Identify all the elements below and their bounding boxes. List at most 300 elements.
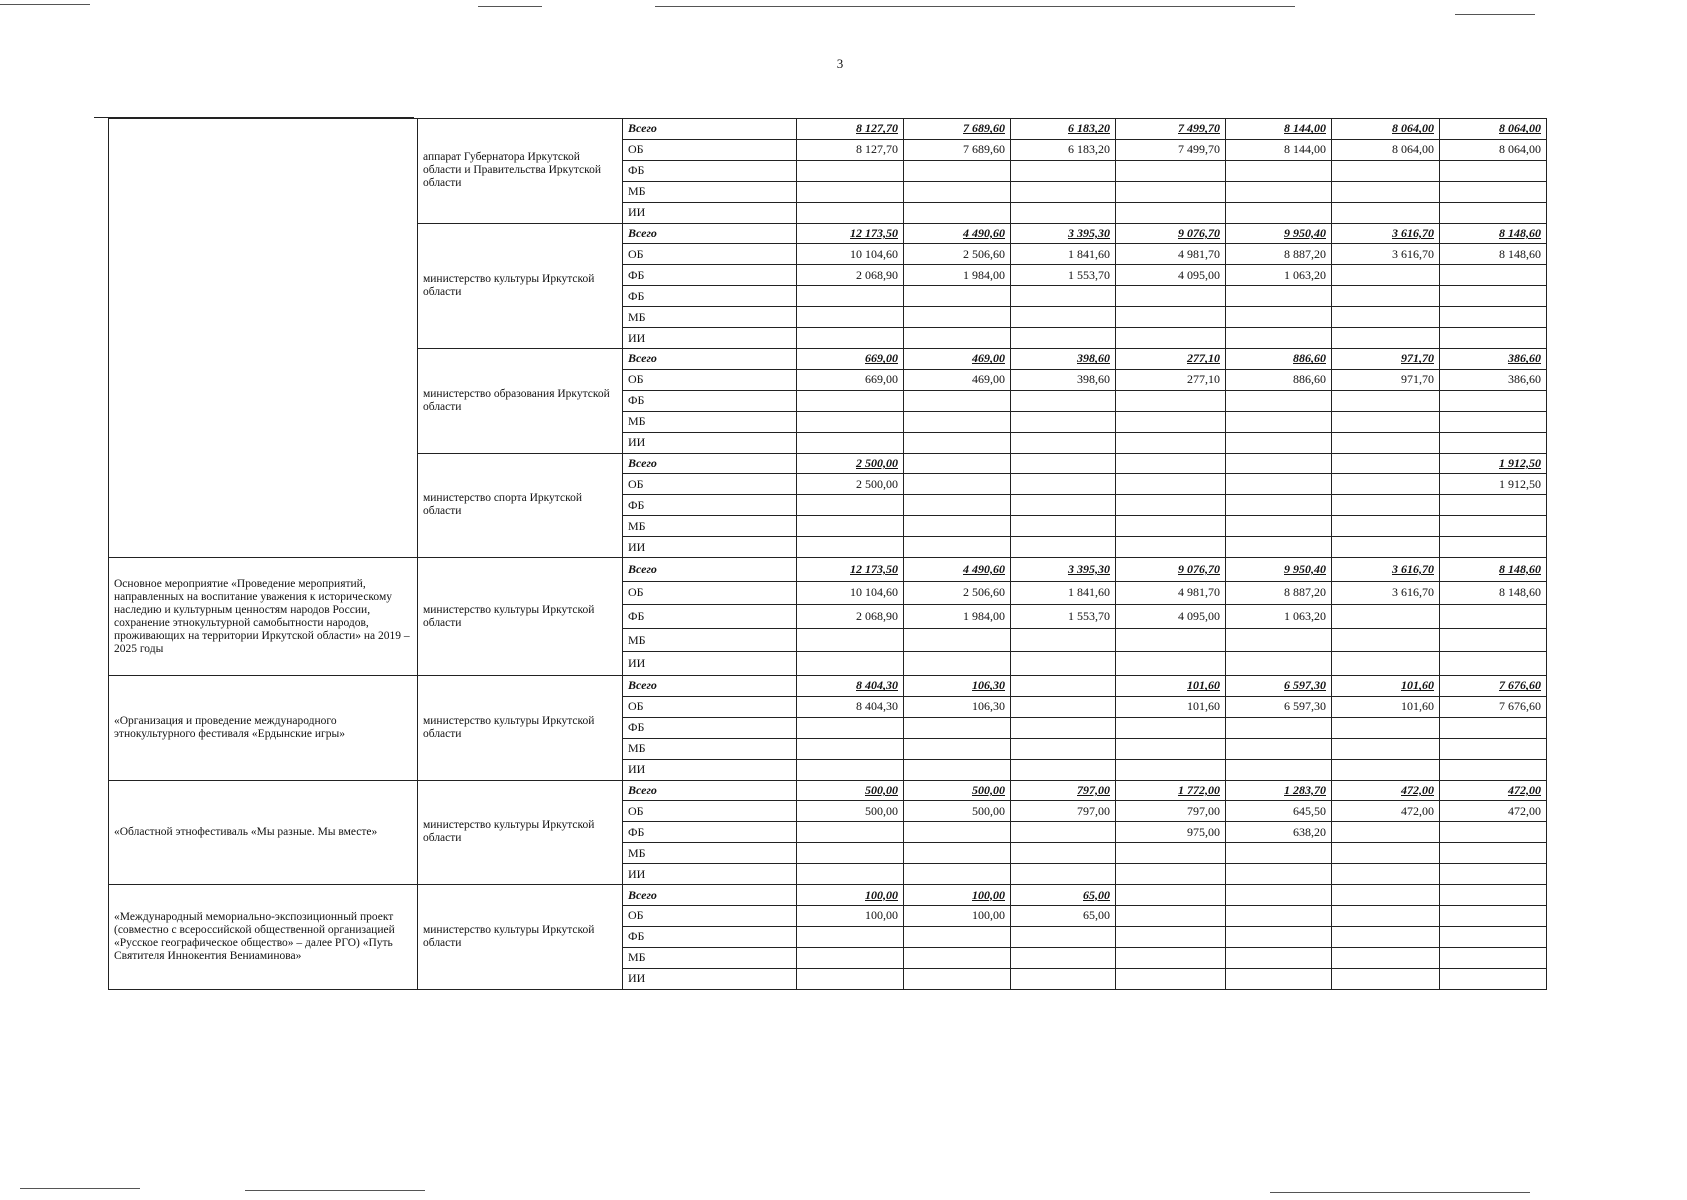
amount-cell: 277,10 xyxy=(1116,369,1226,390)
scan-edge-line xyxy=(1455,14,1535,15)
amount-cell: 469,00 xyxy=(904,348,1011,369)
funding-source: Всего xyxy=(623,558,797,582)
amount-cell xyxy=(797,822,904,843)
amount-cell xyxy=(1226,968,1332,989)
amount-cell xyxy=(904,432,1011,453)
amount-cell: 4 981,70 xyxy=(1116,581,1226,605)
funding-source: ИИ xyxy=(623,432,797,453)
amount-cell: 9 076,70 xyxy=(1116,558,1226,582)
funding-source: ФБ xyxy=(623,605,797,629)
amount-cell xyxy=(904,537,1011,558)
funding-source: ФБ xyxy=(623,265,797,286)
amount-cell xyxy=(1011,676,1116,697)
amount-cell: 8 064,00 xyxy=(1440,139,1547,160)
amount-cell xyxy=(1332,843,1440,864)
amount-cell: 7 689,60 xyxy=(904,119,1011,140)
amount-cell: 277,10 xyxy=(1116,348,1226,369)
amount-cell xyxy=(1332,432,1440,453)
amount-cell xyxy=(904,822,1011,843)
amount-cell: 1 984,00 xyxy=(904,265,1011,286)
amount-cell xyxy=(1440,652,1547,676)
amount-cell: 4 490,60 xyxy=(904,558,1011,582)
amount-cell: 971,70 xyxy=(1332,369,1440,390)
amount-cell: 2 068,90 xyxy=(797,265,904,286)
amount-cell: 1 912,50 xyxy=(1440,453,1547,474)
executor-name: министерство культуры Иркутской области xyxy=(418,780,623,885)
amount-cell xyxy=(1440,432,1547,453)
amount-cell xyxy=(1116,286,1226,307)
total-row xyxy=(109,676,1547,697)
amount-cell xyxy=(1226,864,1332,885)
executor-name: министерство культуры Иркутской области xyxy=(418,885,623,990)
amount-cell: 4 095,00 xyxy=(1116,265,1226,286)
amount-cell xyxy=(1332,265,1440,286)
amount-cell xyxy=(904,160,1011,181)
amount-cell xyxy=(1440,905,1547,926)
amount-cell xyxy=(1332,717,1440,738)
amount-cell: 2 506,60 xyxy=(904,581,1011,605)
amount-cell: 4 490,60 xyxy=(904,223,1011,244)
amount-cell xyxy=(1011,453,1116,474)
funding-source: МБ xyxy=(623,843,797,864)
amount-cell xyxy=(904,738,1011,759)
amount-cell: 100,00 xyxy=(797,905,904,926)
amount-cell xyxy=(1011,181,1116,202)
amount-cell xyxy=(1116,181,1226,202)
amount-cell: 8 144,00 xyxy=(1226,139,1332,160)
amount-cell xyxy=(1440,628,1547,652)
amount-cell xyxy=(1226,286,1332,307)
amount-cell xyxy=(1226,411,1332,432)
amount-cell xyxy=(1116,717,1226,738)
amount-cell: 3 616,70 xyxy=(1332,558,1440,582)
amount-cell: 9 950,40 xyxy=(1226,223,1332,244)
amount-cell: 669,00 xyxy=(797,348,904,369)
funding-source: ФБ xyxy=(623,717,797,738)
amount-cell: 8 148,60 xyxy=(1440,558,1547,582)
funding-source: МБ xyxy=(623,738,797,759)
total-row xyxy=(109,558,1547,582)
amount-cell xyxy=(1116,495,1226,516)
amount-cell: 8 887,20 xyxy=(1226,581,1332,605)
amount-cell: 12 173,50 xyxy=(797,223,904,244)
amount-cell xyxy=(1116,202,1226,223)
scan-edge-line xyxy=(20,1188,140,1189)
amount-cell xyxy=(904,864,1011,885)
funding-source: Всего xyxy=(623,885,797,906)
amount-cell xyxy=(1226,843,1332,864)
amount-cell xyxy=(904,286,1011,307)
amount-cell xyxy=(1332,390,1440,411)
funding-source: МБ xyxy=(623,628,797,652)
amount-cell: 1 553,70 xyxy=(1011,265,1116,286)
amount-cell: 1 772,00 xyxy=(1116,780,1226,801)
amount-cell: 65,00 xyxy=(1011,905,1116,926)
amount-cell xyxy=(1332,968,1440,989)
amount-cell: 10 104,60 xyxy=(797,581,904,605)
measure-name: Основное мероприятие «Проведение мероприятий, направленных на воспитание уважения к историческому наследию и культурным ценностям народов России, сохранение этнокультурной самобытности народов, проживающих на территории Иркутской области» на 2019 – 2025 годы xyxy=(109,558,418,676)
amount-cell: 3 395,30 xyxy=(1011,558,1116,582)
amount-cell xyxy=(1440,307,1547,328)
funding-source: Всего xyxy=(623,348,797,369)
funding-source: ФБ xyxy=(623,286,797,307)
total-row xyxy=(109,119,1547,140)
amount-cell xyxy=(904,474,1011,495)
amount-cell: 500,00 xyxy=(904,780,1011,801)
amount-cell: 8 148,60 xyxy=(1440,581,1547,605)
total-row xyxy=(109,780,1547,801)
amount-cell xyxy=(1116,537,1226,558)
funding-source: ИИ xyxy=(623,864,797,885)
amount-cell xyxy=(1226,495,1332,516)
amount-cell xyxy=(1011,652,1116,676)
amount-cell xyxy=(1011,696,1116,717)
amount-cell xyxy=(1332,947,1440,968)
amount-cell: 65,00 xyxy=(1011,885,1116,906)
amount-cell xyxy=(1332,160,1440,181)
amount-cell xyxy=(1226,628,1332,652)
funding-source: ИИ xyxy=(623,968,797,989)
page-number: 3 xyxy=(836,56,844,71)
amount-cell: 101,60 xyxy=(1332,696,1440,717)
funding-source: ОБ xyxy=(623,905,797,926)
amount-cell: 797,00 xyxy=(1011,780,1116,801)
executor-name: министерство культуры Иркутской области xyxy=(418,558,623,676)
funding-source: МБ xyxy=(623,307,797,328)
amount-cell xyxy=(797,628,904,652)
amount-cell xyxy=(1226,738,1332,759)
amount-cell: 100,00 xyxy=(904,905,1011,926)
funding-source: Всего xyxy=(623,780,797,801)
amount-cell: 6 597,30 xyxy=(1226,676,1332,697)
amount-cell xyxy=(1116,738,1226,759)
executor-name: министерство спорта Иркутской области xyxy=(418,453,623,558)
amount-cell xyxy=(1226,717,1332,738)
funding-source: МБ xyxy=(623,947,797,968)
scan-edge-line xyxy=(0,4,90,5)
amount-cell xyxy=(1116,432,1226,453)
amount-cell: 500,00 xyxy=(904,801,1011,822)
amount-cell: 975,00 xyxy=(1116,822,1226,843)
amount-cell: 101,60 xyxy=(1116,676,1226,697)
amount-cell xyxy=(904,181,1011,202)
amount-cell xyxy=(1011,843,1116,864)
amount-cell xyxy=(1116,885,1226,906)
funding-source: ФБ xyxy=(623,822,797,843)
amount-cell: 3 616,70 xyxy=(1332,244,1440,265)
amount-cell xyxy=(904,717,1011,738)
amount-cell xyxy=(1116,652,1226,676)
executor-name: аппарат Губернатора Иркутской области и Правительства Иркутской области xyxy=(418,119,623,224)
amount-cell xyxy=(1332,738,1440,759)
amount-cell xyxy=(1332,926,1440,947)
amount-cell xyxy=(1440,328,1547,349)
amount-cell xyxy=(1440,202,1547,223)
amount-cell xyxy=(1332,864,1440,885)
amount-cell: 2 068,90 xyxy=(797,605,904,629)
amount-cell xyxy=(1226,160,1332,181)
amount-cell xyxy=(1332,605,1440,629)
funding-source: ИИ xyxy=(623,202,797,223)
amount-cell xyxy=(797,738,904,759)
amount-cell: 469,00 xyxy=(904,369,1011,390)
amount-cell: 106,30 xyxy=(904,696,1011,717)
amount-cell xyxy=(1011,286,1116,307)
amount-cell xyxy=(1226,328,1332,349)
amount-cell: 8 144,00 xyxy=(1226,119,1332,140)
amount-cell xyxy=(1440,822,1547,843)
amount-cell: 8 127,70 xyxy=(797,139,904,160)
amount-cell xyxy=(1011,537,1116,558)
scan-edge-line xyxy=(655,6,1295,7)
amount-cell: 6 183,20 xyxy=(1011,139,1116,160)
amount-cell: 3 616,70 xyxy=(1332,223,1440,244)
amount-cell: 8 064,00 xyxy=(1332,119,1440,140)
amount-cell xyxy=(1226,432,1332,453)
amount-cell: 7 499,70 xyxy=(1116,139,1226,160)
amount-cell: 669,00 xyxy=(797,369,904,390)
amount-cell xyxy=(1116,160,1226,181)
amount-cell xyxy=(1332,307,1440,328)
amount-cell xyxy=(904,926,1011,947)
amount-cell xyxy=(1226,307,1332,328)
amount-cell: 1 063,20 xyxy=(1226,605,1332,629)
measure-name xyxy=(109,119,418,558)
amount-cell xyxy=(904,652,1011,676)
amount-cell: 472,00 xyxy=(1332,780,1440,801)
amount-cell xyxy=(904,759,1011,780)
amount-cell xyxy=(1440,738,1547,759)
amount-cell: 1 984,00 xyxy=(904,605,1011,629)
amount-cell xyxy=(797,864,904,885)
amount-cell: 472,00 xyxy=(1332,801,1440,822)
amount-cell xyxy=(1011,307,1116,328)
funding-source: ОБ xyxy=(623,696,797,717)
amount-cell xyxy=(1440,885,1547,906)
amount-cell xyxy=(1011,432,1116,453)
amount-cell xyxy=(1116,516,1226,537)
amount-cell xyxy=(1332,759,1440,780)
amount-cell xyxy=(1011,968,1116,989)
amount-cell xyxy=(1116,628,1226,652)
amount-cell xyxy=(1116,411,1226,432)
amount-cell: 7 499,70 xyxy=(1116,119,1226,140)
amount-cell xyxy=(1226,652,1332,676)
funding-source: ФБ xyxy=(623,926,797,947)
amount-cell xyxy=(1226,181,1332,202)
amount-cell: 9 950,40 xyxy=(1226,558,1332,582)
funding-source: ФБ xyxy=(623,390,797,411)
amount-cell xyxy=(797,947,904,968)
amount-cell: 101,60 xyxy=(1332,676,1440,697)
amount-cell xyxy=(1332,286,1440,307)
amount-cell xyxy=(1011,759,1116,780)
amount-cell xyxy=(797,160,904,181)
amount-cell xyxy=(1440,181,1547,202)
amount-cell xyxy=(1440,843,1547,864)
funding-source: ИИ xyxy=(623,759,797,780)
amount-cell: 3 395,30 xyxy=(1011,223,1116,244)
funding-source: ОБ xyxy=(623,369,797,390)
amount-cell xyxy=(1011,864,1116,885)
amount-cell xyxy=(1332,516,1440,537)
amount-cell xyxy=(1011,717,1116,738)
amount-cell: 6 597,30 xyxy=(1226,696,1332,717)
amount-cell: 2 500,00 xyxy=(797,453,904,474)
amount-cell xyxy=(1116,926,1226,947)
amount-cell: 886,60 xyxy=(1226,348,1332,369)
amount-cell xyxy=(1440,537,1547,558)
amount-cell xyxy=(797,390,904,411)
amount-cell xyxy=(1116,390,1226,411)
amount-cell xyxy=(1226,202,1332,223)
amount-cell xyxy=(1116,864,1226,885)
amount-cell xyxy=(1440,411,1547,432)
scan-edge-line xyxy=(478,6,542,7)
amount-cell xyxy=(1226,474,1332,495)
amount-cell xyxy=(797,537,904,558)
amount-cell xyxy=(904,390,1011,411)
amount-cell xyxy=(1226,905,1332,926)
amount-cell xyxy=(1116,307,1226,328)
funding-source: ФБ xyxy=(623,495,797,516)
amount-cell xyxy=(1440,286,1547,307)
funding-source: МБ xyxy=(623,516,797,537)
funding-source: ОБ xyxy=(623,139,797,160)
amount-cell: 8 064,00 xyxy=(1332,139,1440,160)
amount-cell: 797,00 xyxy=(1116,801,1226,822)
amount-cell xyxy=(1226,926,1332,947)
amount-cell xyxy=(1116,968,1226,989)
amount-cell xyxy=(797,286,904,307)
amount-cell: 398,60 xyxy=(1011,348,1116,369)
total-row xyxy=(109,885,1547,906)
amount-cell xyxy=(1116,474,1226,495)
amount-cell xyxy=(797,495,904,516)
amount-cell xyxy=(1332,628,1440,652)
amount-cell xyxy=(797,968,904,989)
amount-cell xyxy=(1226,947,1332,968)
amount-cell: 1 063,20 xyxy=(1226,265,1332,286)
amount-cell xyxy=(1332,474,1440,495)
amount-cell: 7 676,60 xyxy=(1440,676,1547,697)
amount-cell: 7 689,60 xyxy=(904,139,1011,160)
amount-cell xyxy=(1440,947,1547,968)
amount-cell xyxy=(1440,759,1547,780)
amount-cell xyxy=(797,516,904,537)
amount-cell: 2 506,60 xyxy=(904,244,1011,265)
funding-source: Всего xyxy=(623,223,797,244)
amount-cell: 472,00 xyxy=(1440,801,1547,822)
amount-cell: 106,30 xyxy=(904,676,1011,697)
amount-cell xyxy=(1332,652,1440,676)
amount-cell xyxy=(1440,265,1547,286)
amount-cell xyxy=(1116,453,1226,474)
amount-cell: 398,60 xyxy=(1011,369,1116,390)
funding-source: ИИ xyxy=(623,652,797,676)
amount-cell xyxy=(1011,411,1116,432)
executor-name: министерство культуры Иркутской области xyxy=(418,676,623,781)
amount-cell xyxy=(1116,843,1226,864)
executor-name: министерство культуры Иркутской области xyxy=(418,223,623,348)
amount-cell xyxy=(1332,328,1440,349)
amount-cell: 2 500,00 xyxy=(797,474,904,495)
amount-cell: 4 981,70 xyxy=(1116,244,1226,265)
funding-source: Всего xyxy=(623,119,797,140)
funding-source: ОБ xyxy=(623,801,797,822)
amount-cell: 638,20 xyxy=(1226,822,1332,843)
amount-cell xyxy=(1226,537,1332,558)
funding-source: Всего xyxy=(623,676,797,697)
amount-cell: 9 076,70 xyxy=(1116,223,1226,244)
amount-cell xyxy=(1332,202,1440,223)
amount-cell xyxy=(1440,864,1547,885)
amount-cell xyxy=(1011,947,1116,968)
measure-name: «Международный мемориально-экспозиционный проект (совместно с всероссийской общественной организацией «Русское географическое общество» – далее РГО) «Путь Святителя Иннокентия Вениаминова» xyxy=(109,885,418,990)
amount-cell: 7 676,60 xyxy=(1440,696,1547,717)
amount-cell xyxy=(1332,453,1440,474)
scan-edge-line xyxy=(1270,1192,1530,1193)
amount-cell: 797,00 xyxy=(1011,801,1116,822)
amount-cell xyxy=(797,328,904,349)
amount-cell: 100,00 xyxy=(904,885,1011,906)
funding-source: Всего xyxy=(623,453,797,474)
amount-cell: 8 404,30 xyxy=(797,696,904,717)
amount-cell: 8 148,60 xyxy=(1440,244,1547,265)
amount-cell: 500,00 xyxy=(797,801,904,822)
amount-cell xyxy=(797,926,904,947)
amount-cell xyxy=(1011,160,1116,181)
amount-cell: 8 064,00 xyxy=(1440,119,1547,140)
scan-edge-line xyxy=(245,1190,425,1191)
amount-cell: 8 404,30 xyxy=(797,676,904,697)
amount-cell: 8 887,20 xyxy=(1226,244,1332,265)
amount-cell: 8 127,70 xyxy=(797,119,904,140)
amount-cell xyxy=(1226,885,1332,906)
amount-cell xyxy=(797,717,904,738)
amount-cell: 100,00 xyxy=(797,885,904,906)
measure-name: «Организация и проведение международного этнокультурного фестиваля «Ердынские игры» xyxy=(109,676,418,781)
amount-cell: 386,60 xyxy=(1440,348,1547,369)
measure-name: «Областной этнофестиваль «Мы разные. Мы вместе» xyxy=(109,780,418,885)
funding-source: ФБ xyxy=(623,160,797,181)
funding-source: ОБ xyxy=(623,474,797,495)
amount-cell: 386,60 xyxy=(1440,369,1547,390)
amount-cell xyxy=(1011,328,1116,349)
amount-cell: 8 148,60 xyxy=(1440,223,1547,244)
amount-cell xyxy=(904,628,1011,652)
amount-cell xyxy=(797,432,904,453)
amount-cell: 6 183,20 xyxy=(1011,119,1116,140)
amount-cell xyxy=(1332,822,1440,843)
amount-cell: 1 841,60 xyxy=(1011,581,1116,605)
amount-cell xyxy=(1440,605,1547,629)
amount-cell xyxy=(797,411,904,432)
funding-source: МБ xyxy=(623,181,797,202)
amount-cell xyxy=(904,968,1011,989)
amount-cell xyxy=(797,202,904,223)
amount-cell xyxy=(1116,328,1226,349)
amount-cell: 10 104,60 xyxy=(797,244,904,265)
amount-cell xyxy=(1116,947,1226,968)
funding-source: ИИ xyxy=(623,328,797,349)
amount-cell xyxy=(1440,717,1547,738)
amount-cell xyxy=(1116,759,1226,780)
amount-cell xyxy=(1226,759,1332,780)
amount-cell xyxy=(1332,885,1440,906)
amount-cell: 1 553,70 xyxy=(1011,605,1116,629)
amount-cell: 645,50 xyxy=(1226,801,1332,822)
